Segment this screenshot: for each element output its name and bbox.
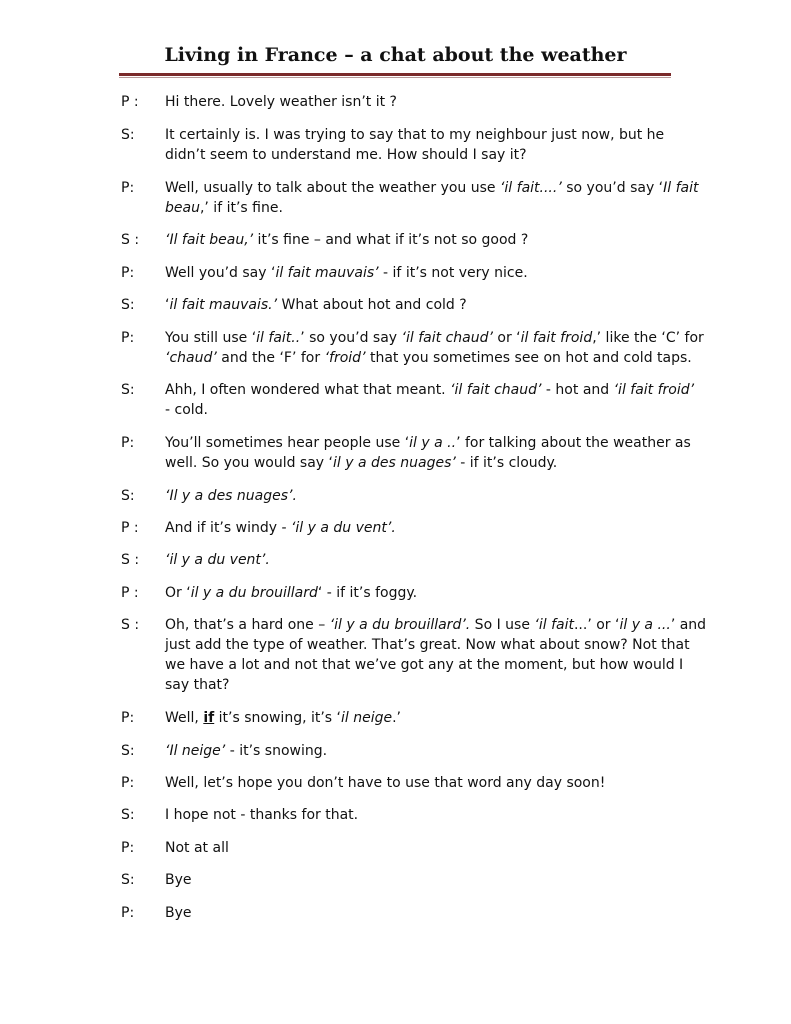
speaker-label: S:	[121, 382, 135, 398]
dialogue-line	[165, 230, 528, 250]
dialogue-line	[165, 380, 694, 400]
line-text: - if it’s not very nice.	[378, 265, 528, 281]
line-text: just add the type of weather. That’s great. Now what about snow? Not that	[165, 637, 690, 653]
line-text: - cold.	[165, 402, 208, 418]
french-phrase: ‘il y a du vent’.	[290, 520, 396, 536]
french-phrase: ‘Il neige’	[165, 743, 226, 759]
speaker-label: S :	[121, 552, 140, 568]
line-text: didn’t seem to understand me. How should I say it?	[165, 147, 527, 163]
speaker-label: S:	[121, 127, 135, 143]
line-text: Not at all	[165, 840, 229, 856]
french-phrase: ‘il y a du brouillard’.	[329, 617, 471, 633]
dialogue-line	[165, 348, 692, 368]
french-phrase: il neige	[341, 710, 393, 726]
french-phrase: ‘Il fait beau,’	[165, 232, 254, 248]
french-phrase: il fait..	[256, 330, 301, 346]
french-phrase: ‘il fait froid’	[613, 382, 695, 398]
page-title: Living in France – a chat about the weather	[164, 44, 627, 66]
speaker-label: S :	[121, 232, 140, 248]
dialogue-line	[165, 433, 691, 453]
french-phrase: il fait mauvais.’	[169, 297, 278, 313]
french-phrase: ‘il y a du vent’.	[165, 552, 270, 568]
dialogue-line	[165, 486, 297, 506]
line-text: ’ for talking about the weather as	[456, 435, 691, 451]
speaker-label: S :	[121, 617, 140, 633]
dialogue-line	[165, 145, 527, 165]
speaker-label: P:	[121, 180, 135, 196]
french-phrase: il y a ...	[619, 617, 671, 633]
dialogue-line	[165, 400, 208, 420]
line-text: say that?	[165, 677, 230, 693]
line-text: ‘ - if it’s foggy.	[317, 585, 418, 601]
french-phrase: ‘il fait chaud’	[450, 382, 542, 398]
speaker-label: P:	[121, 330, 135, 346]
line-text: Or ‘	[165, 585, 191, 601]
line-text: You’ll sometimes hear people use ‘	[165, 435, 410, 451]
french-phrase: il y a du brouillard	[190, 585, 318, 601]
speaker-label: S:	[121, 872, 135, 888]
line-text: ...’ or ‘	[573, 617, 620, 633]
line-text: Well,	[165, 710, 204, 726]
dialogue-line	[165, 635, 690, 655]
line-text: ,’ if it’s fine.	[199, 200, 283, 216]
line-text: - hot and	[541, 382, 614, 398]
dialogue-line	[165, 328, 704, 348]
french-phrase: ‘il fait	[534, 617, 574, 633]
speaker-label: P :	[121, 585, 139, 601]
line-text: And if it’s windy -	[165, 520, 291, 536]
line-text: Well, let’s hope you don’t have to use that word any day soon!	[165, 775, 606, 791]
french-phrase: ‘il fait chaud’	[401, 330, 493, 346]
line-text: well. So you would say ‘	[165, 455, 333, 471]
speaker-label: S:	[121, 743, 135, 759]
line-text: if	[203, 710, 215, 726]
line-text: or ‘	[492, 330, 521, 346]
french-phrase: ‘chaud’	[165, 350, 217, 366]
line-text: So I use	[470, 617, 535, 633]
title-divider	[119, 73, 671, 78]
line-text: that you sometimes see on hot and cold taps.	[365, 350, 692, 366]
line-text: ,’ like the ‘C’ for	[592, 330, 704, 346]
dialogue-line	[165, 870, 192, 890]
french-phrase: il y a ..	[409, 435, 457, 451]
dialogue-line	[165, 583, 417, 603]
dialogue-line	[165, 518, 396, 538]
speaker-label: P:	[121, 905, 135, 921]
dialogue-line	[165, 615, 706, 635]
dialogue-line	[165, 655, 683, 675]
line-text: ’ so you’d say	[300, 330, 402, 346]
french-phrase: ‘Il y a des nuages’.	[165, 488, 297, 504]
dialogue-line	[165, 92, 397, 112]
speaker-label: P:	[121, 775, 135, 791]
dialogue-line	[165, 741, 327, 761]
dialogue-line	[165, 675, 229, 695]
dialogue-line	[165, 903, 192, 923]
line-text: ‘	[165, 297, 170, 313]
dialogue-line	[165, 453, 557, 473]
speaker-label: P :	[121, 94, 139, 110]
french-phrase: ‘il fait....’	[499, 180, 562, 196]
line-text: Hi there. Lovely weather isn’t it ?	[165, 94, 397, 110]
dialogue-line	[165, 708, 401, 728]
speaker-label: S:	[121, 488, 135, 504]
speaker-label: P :	[121, 520, 139, 536]
line-text: Ahh, I often wondered what that meant.	[165, 382, 451, 398]
line-text: and the ‘F’ for	[216, 350, 325, 366]
line-text: Bye	[165, 905, 192, 921]
line-text: You still use ‘	[165, 330, 257, 346]
line-text: What about hot and cold ?	[277, 297, 467, 313]
speaker-label: S:	[121, 807, 135, 823]
dialogue-line	[165, 263, 528, 283]
line-text: It certainly is. I was trying to say that to my neighbour just now, but he	[165, 127, 665, 143]
french-phrase: il fait froid	[520, 330, 593, 346]
speaker-label: S:	[121, 297, 135, 313]
line-text: Oh, that’s a hard one –	[165, 617, 330, 633]
line-text: - it’s snowing.	[225, 743, 328, 759]
line-text: I hope not - thanks for that.	[165, 807, 359, 823]
french-phrase: ‘froid’	[324, 350, 366, 366]
dialogue-line	[165, 178, 699, 198]
line-text: .’	[392, 710, 402, 726]
line-text: Bye	[165, 872, 192, 888]
line-text: it’s snowing, it’s ‘	[214, 710, 341, 726]
dialogue-line	[165, 550, 270, 570]
speaker-label: P:	[121, 840, 135, 856]
speaker-label: P:	[121, 710, 135, 726]
line-text: so you’d say ‘	[561, 180, 664, 196]
line-text: Well, usually to talk about the weather you use	[165, 180, 500, 196]
french-phrase: Il fait	[663, 180, 699, 196]
dialogue-line	[165, 198, 283, 218]
speaker-label: P:	[121, 265, 135, 281]
dialogue-line	[165, 805, 358, 825]
french-phrase: il y a des nuages’	[333, 455, 456, 471]
french-phrase: beau	[165, 200, 200, 216]
dialogue-line	[165, 838, 229, 858]
line-text: - if it’s cloudy.	[455, 455, 558, 471]
speaker-label: P:	[121, 435, 135, 451]
french-phrase: il fait mauvais’	[275, 265, 379, 281]
line-text: we have a lot and not that we’ve got any at the moment, but how would I	[165, 657, 684, 673]
dialogue-line	[165, 773, 605, 793]
line-text: ’ and	[670, 617, 707, 633]
line-text: it’s fine – and what if it’s not so good ?	[253, 232, 529, 248]
line-text: Well you’d say ‘	[165, 265, 276, 281]
dialogue-line	[165, 125, 664, 145]
dialogue-line	[165, 295, 467, 315]
